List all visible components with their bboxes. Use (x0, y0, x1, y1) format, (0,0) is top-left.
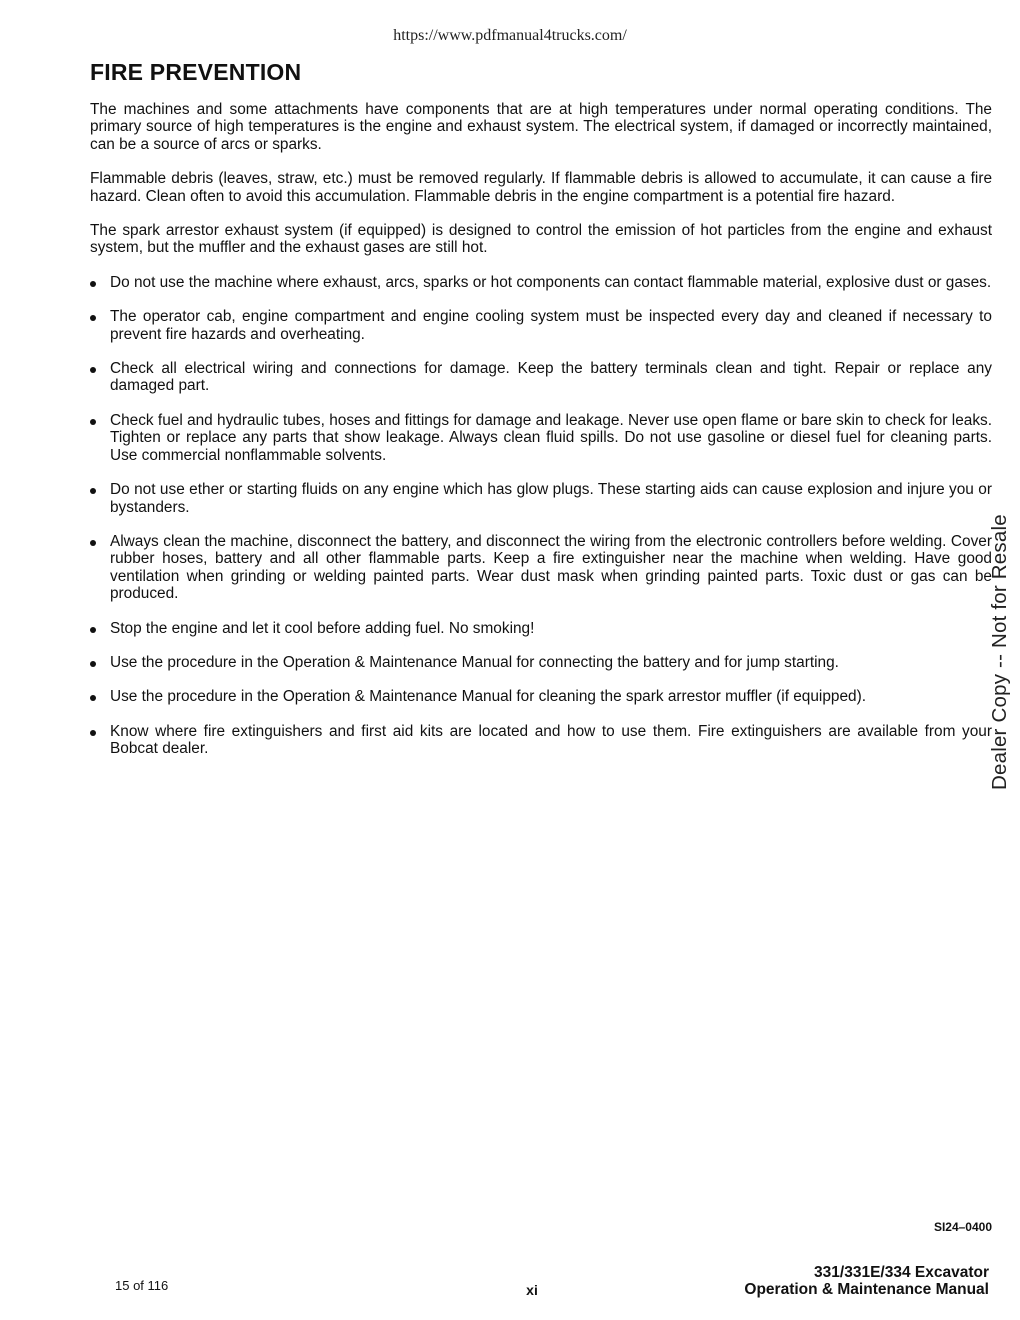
watermark: Dealer Copy -- Not for Resale (988, 514, 1011, 790)
list-item (90, 412, 992, 464)
bullet-icon (90, 695, 96, 701)
list-item-text: Always clean the machine, disconnect the battery, and disconnect the wiring from the electronic controllers before welding. Cover rubber hoses, battery and all other flammable parts. Keep a fire extinguisher near the machine when welding. Have good ventilation when grinding or welding painted parts. Wear dust mask when grinding painted parts. Toxic dust or gas can be produced. (110, 532, 992, 603)
bullet-icon (90, 730, 96, 736)
paragraph: The spark arrestor exhaust system (if equipped) is designed to control the emission of hot particles from the engine and exhaust system, but the muffler and the exhaust gases are still hot. (90, 222, 992, 257)
list-item (90, 620, 992, 637)
list-item-text: Check all electrical wiring and connections for damage. Keep the battery terminals clean and tight. Repair or replace any damaged part. (110, 360, 992, 395)
manual-title-line: 331/331E/334 Excavator (814, 1264, 989, 1281)
list-item-text: Do not use ether or starting fluids on any engine which has glow plugs. These starting aids can cause explosion and injure you or bystanders. (110, 481, 992, 516)
bullet-icon (90, 419, 96, 425)
list-item-text: Stop the engine and let it cool before adding fuel. No smoking! (110, 619, 535, 637)
paragraph: The machines and some attachments have components that are at high temperatures under normal operating conditions. The primary source of high temperatures is the engine and exhaust system. The electrical system, if damaged or incorrectly maintained, can be a source of arcs or sparks. (90, 101, 992, 153)
list-item (90, 360, 992, 395)
page-count: 15 of 116 (115, 1278, 169, 1293)
page-number: xi (526, 1282, 538, 1298)
manual-title (744, 1264, 989, 1298)
list-item-text: Use the procedure in the Operation & Maintenance Manual for connecting the battery and for jump starting. (110, 653, 839, 671)
list-item-text: Use the procedure in the Operation & Maintenance Manual for cleaning the spark arrestor muffler (if equipped). (110, 688, 866, 706)
bullet-icon (90, 488, 96, 494)
list-item-text: The operator cab, engine compartment and engine cooling system must be inspected every day and cleaned if necessary to prevent fire hazards and overheating. (110, 308, 992, 343)
bullet-icon (90, 281, 96, 287)
list-item (90, 533, 992, 603)
paragraph: Flammable debris (leaves, straw, etc.) must be removed regularly. If flammable debris is allowed to accumulate, it can cause a fire hazard. Clean often to avoid this accumulation. Flammable debris in the engine compartment is a potential fire hazard. (90, 170, 992, 205)
bullet-icon (90, 627, 96, 633)
bullet-list (90, 274, 992, 758)
list-item-text: Know where fire extinguishers and first aid kits are located and how to use them. Fire extinguishers are available from your Bobcat dealer. (110, 722, 992, 758)
header-url: https://www.pdfmanual4trucks.com/ (393, 27, 627, 44)
list-item (90, 723, 992, 758)
bullet-icon (90, 315, 96, 321)
section-title: FIRE PREVENTION (90, 59, 302, 85)
main-content (90, 101, 992, 775)
bullet-icon (90, 367, 96, 373)
document-code: SI24–0400 (933, 1220, 992, 1234)
bullet-icon (90, 540, 96, 546)
list-item-text: Check fuel and hydraulic tubes, hoses and fittings for damage and leakage. Never use open flame or bare skin to check for leaks. Tighten or replace any parts that show leakage. Always clean fluid spills. Do not use gasoline or diesel fuel for cleaning parts. Use commercial nonflammable solvents. (110, 411, 992, 464)
list-item (90, 308, 992, 343)
list-item (90, 481, 992, 516)
bullet-icon (90, 661, 96, 667)
list-item (90, 274, 992, 291)
list-item-text: Do not use the machine where exhaust, arcs, sparks or hot components can contact flammable material, explosive dust or gases. (110, 273, 992, 291)
list-item (90, 688, 992, 705)
list-item (90, 654, 992, 671)
manual-title-line: Operation & Maintenance Manual (744, 1281, 989, 1298)
